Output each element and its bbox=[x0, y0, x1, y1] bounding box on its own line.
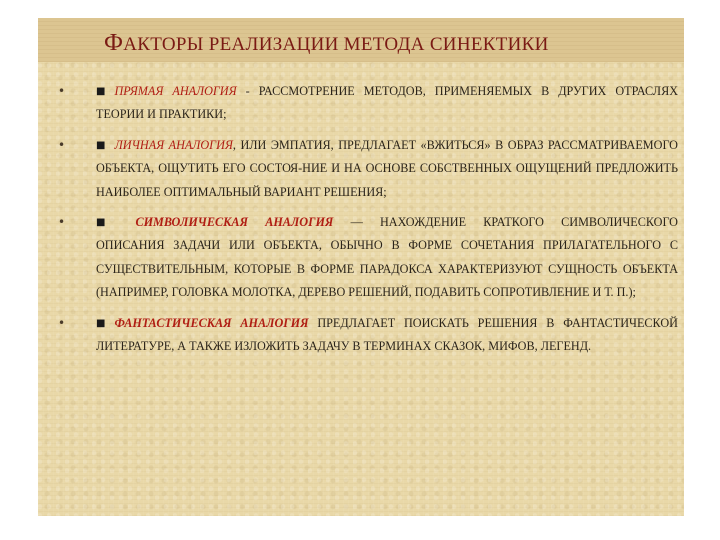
list-item bbox=[58, 134, 678, 204]
square-bullet-icon: ■ bbox=[96, 217, 106, 229]
factor-list bbox=[58, 80, 678, 365]
list-item bbox=[58, 211, 678, 305]
bullet-icon: • bbox=[58, 137, 66, 152]
item-text: , ИЛИ ЭМПАТИЯ, ПРЕДЛАГАЕТ «ВЖИТЬСЯ» В ОБРАЗ РАССМАТРИВАЕМОГО ОБЪЕКТА, ОЩУТИТЬ ЕГО СОСТОЯ-НИЕ И НА ОСНОВЕ СОБСТВЕННЫХ ОЩУЩЕНИЙ ПРЕДЛОЖИТЬ НАИБОЛЕЕ ОПТИМАЛЬНЫЙ ВАРИАНТ РЕШЕНИЯ; bbox=[96, 137, 678, 199]
square-bullet-icon: ■ bbox=[96, 317, 106, 329]
item-term: ЛИЧНАЯ АНАЛОГИЯ bbox=[114, 137, 233, 152]
item-term: ФАНТАСТИЧЕСКАЯ АНАЛОГИЯ bbox=[114, 315, 309, 330]
item-text: — НАХОЖДЕНИЕ КРАТКОГО СИМВОЛИЧЕСКОГО ОПИСАНИЯ ЗАДАЧИ ИЛИ ОБЪЕКТА, ОБЫЧНО В ФОРМЕ СОЧЕТАНИЯ ПРИЛАГАТЕЛЬНОГО С СУЩЕСТВИТЕЛЬНЫМ, КОТОРЫЕ В ФОРМЕ ПАРАДОКСА ХАРАКТЕРИЗУЮТ СУЩНОСТЬ ОБЪЕКТА (НАПРИМЕР, ГОЛОВКА МОЛОТКА, ДЕРЕВО РЕШЕНИЙ, ПОДАВИТЬ СОПРОТИВЛЕНИЕ И Т. П.); bbox=[96, 215, 678, 300]
item-text: - РАССМОТРЕНИЕ МЕТОДОВ, ПРИМЕНЯЕМЫХ В ДРУГИХ ОТРАСЛЯХ ТЕОРИИ И ПРАКТИКИ; bbox=[96, 84, 678, 122]
list-item bbox=[58, 312, 678, 359]
bullet-icon: • bbox=[58, 315, 66, 330]
item-term: СИМВОЛИЧЕСКАЯ АНАЛОГИЯ bbox=[135, 215, 334, 230]
item-term: ПРЯМАЯ АНАЛОГИЯ bbox=[114, 84, 237, 98]
item-text: ПРЕДЛАГАЕТ ПОИСКАТЬ РЕШЕНИЯ В ФАНТАСТИЧЕСКОЙ ЛИТЕРАТУРЕ, А ТАКЖЕ ИЗЛОЖИТЬ ЗАДАЧУ В ТЕРМИНАХ СКАЗОК, МИФОВ, ЛЕГЕНД. bbox=[96, 315, 678, 354]
bullet-icon: • bbox=[58, 84, 66, 98]
square-bullet-icon: ■ bbox=[96, 139, 106, 151]
title-bar bbox=[38, 18, 684, 62]
slide-title bbox=[104, 30, 549, 57]
title-first-letter: Ф bbox=[104, 30, 124, 56]
bullet-icon: • bbox=[58, 215, 66, 230]
slide bbox=[38, 18, 684, 516]
title-rest: АКТОРЫ РЕАЛИЗАЦИИ МЕТОДА СИНЕКТИКИ bbox=[123, 34, 549, 55]
list-item bbox=[58, 80, 678, 127]
square-bullet-icon: ■ bbox=[96, 86, 106, 97]
